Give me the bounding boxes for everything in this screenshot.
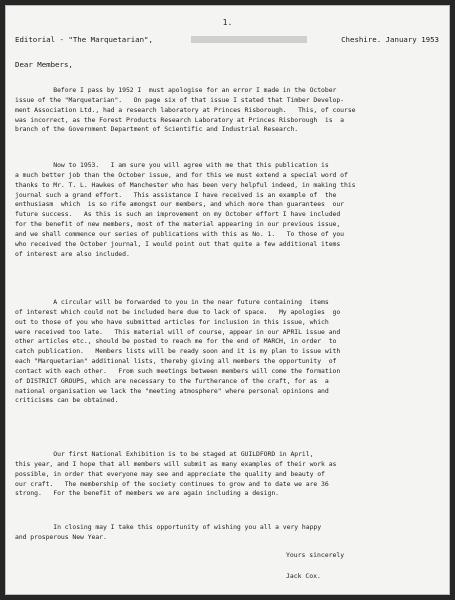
paragraph-1: Before I pass by 1952 I must apologise for an error I made in the October issue of the "Marquetarian". On page six of that issue I stated that Timber Develop- ment Association Ltd., had a research laboratory at Princes Risborough. This, of course was incorrect, as the Forest Products Research Laboratory at Princes Risborough is a branch of the Government Department of Scientific and Industrial Research. <box>15 86 356 134</box>
header-title: Editorial - "The Marquetarian", <box>15 35 153 44</box>
paragraph-2: Now to 1953. I am sure you will agree with me that this publication is a much better job than the October issue, and for this we must extend a special word of thanks to Mr. T. L. Hawkes of Manchester who has been very helpful indeed, in making this journal such a grand effort. This assistance I have received is an example of the enthusiasm which is so rife amongst our members, and which more than guarantees our future success. As this is such an improvement on my October effort I have included for the benefit of new members, most of the material appearing in our previous issue, and we shall commence our series of publications with this as No. 1. To those of you who received the October journal, I would point out that quite a few additional items of interest are also included. <box>15 161 356 258</box>
redacted-address <box>191 36 307 43</box>
salutation: Dear Members, <box>15 60 73 69</box>
paragraph-5: In closing may I take this opportunity of wishing you all a very happy and prosperous New Year. <box>15 523 322 541</box>
paragraph-4: Our first National Exhibition is to be staged at GUILDFORD in April, this year, and I hope that all members will submit as many examples of their work as possible, in order that everyone may see and appreciate the quality and beauty of our craft. The membership of the society continues to grow and to date we are 36 strong. For the benefit of members we are again including a design. <box>15 450 337 498</box>
header-place-date: Cheshire. January 1953 <box>341 35 439 44</box>
signature: Jack Cox. <box>286 572 321 580</box>
closing-line: Yours sincerely <box>286 551 345 559</box>
page-number: 1. <box>222 18 233 27</box>
paragraph-3: A circular will be forwarded to you in the near future containing items of interest which could not be included here due to lack of space. My apologies go out to those of you who have submitted articles for inclusion in this issue, which were received too late. This material will of course, appear in our APRIL issue and other articles etc., should be posted to reach me for the end of MARCH, in order to catch publication. Members lists will be ready soon and it is my plan to issue with each "Marquetarian" additional lists, thereby giving all members the opportunity of contact with each other. From such meetings between members will come the formation of DISTRICT GROUPS, which are necessary to the furtherance of the craft, for as a national organisation we lack the "meeting atmosphere" where personal opinions and criticisms can be obtained. <box>15 298 341 405</box>
letter-page <box>5 5 450 595</box>
